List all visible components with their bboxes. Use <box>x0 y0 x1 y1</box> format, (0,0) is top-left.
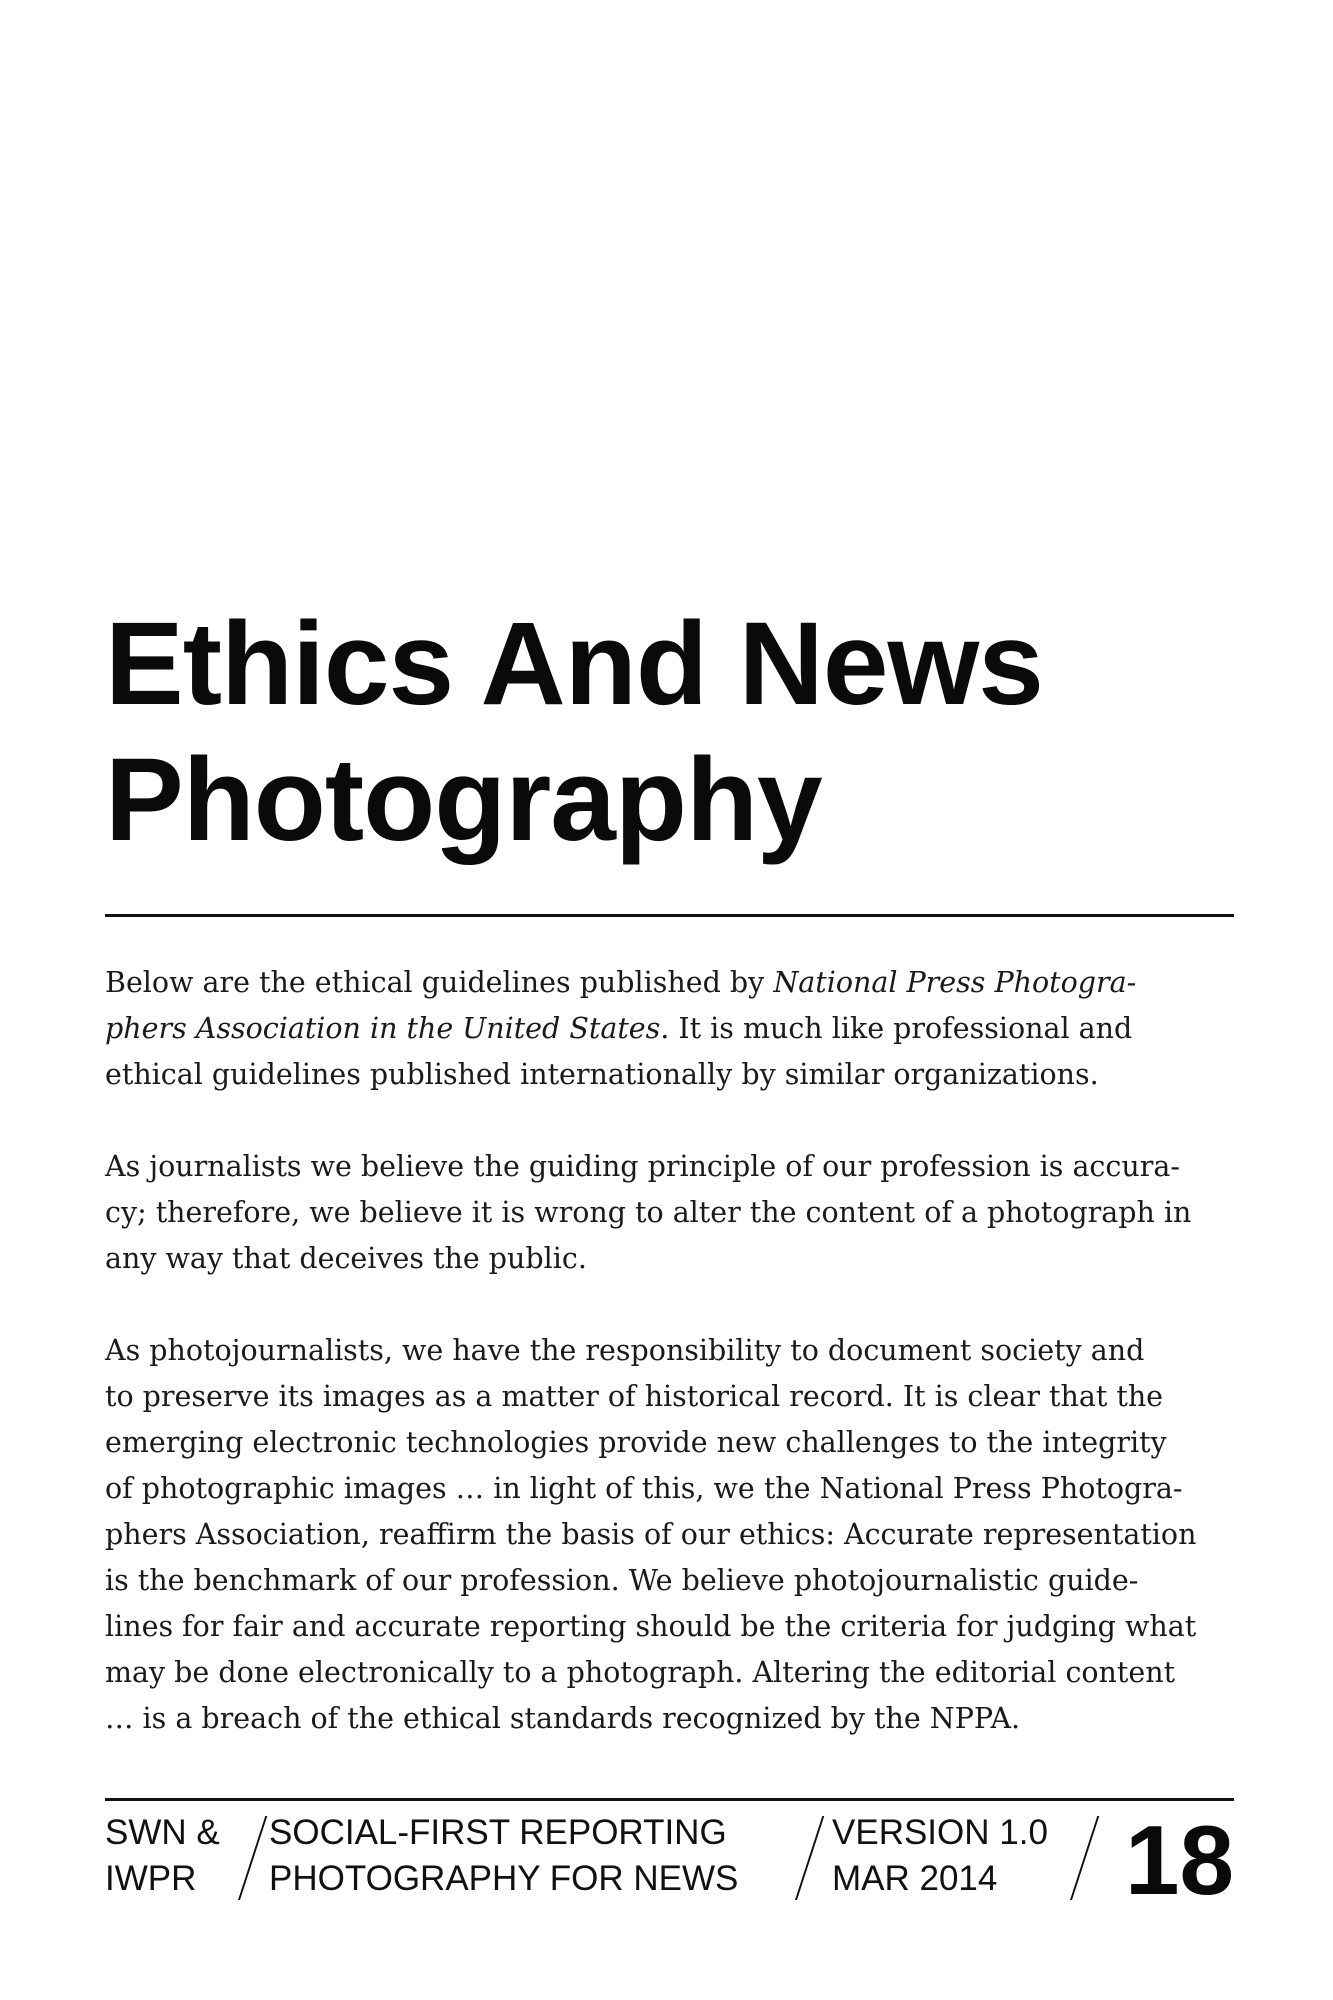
footer-separator <box>1070 1816 1099 1900</box>
paragraph-responsibility <box>105 1328 1245 1742</box>
footer-version-line-1: VERSION 1.0 <box>832 1813 1048 1852</box>
footer-version-line-2: MAR 2014 <box>832 1859 998 1898</box>
text-line: … is a breach of the ethical standards recognized by the NPPA. <box>105 1702 1021 1735</box>
title-line-2: Photography <box>105 734 822 866</box>
text-line: lines for fair and accurate reporting should be the criteria for judging what <box>105 1610 1197 1643</box>
text-run: Below are the ethical guidelines published by <box>105 966 774 999</box>
page-footer <box>105 1805 1234 1915</box>
text-line: cy; therefore, we believe it is wrong to alter the content of a photograph in <box>105 1196 1192 1229</box>
page-number: 18 <box>1124 1805 1234 1915</box>
text-line <box>105 1006 1245 1052</box>
footer-separator <box>238 1816 267 1900</box>
text-line: may be done electronically to a photograph. Altering the editorial content <box>105 1656 1176 1689</box>
footer-series-line-2: PHOTOGRAPHY FOR NEWS <box>269 1859 739 1898</box>
body-text <box>105 960 1245 1788</box>
text-line <box>105 960 1245 1006</box>
text-line: phers Association, reaffirm the basis of our ethics: Accurate representation <box>105 1518 1197 1551</box>
text-line: is the benchmark of our profession. We believe photojournalistic guide- <box>105 1564 1139 1597</box>
footer-organization <box>105 1810 220 1902</box>
footer-separator <box>795 1816 824 1900</box>
title-divider <box>105 914 1234 917</box>
text-line: emerging electronic technologies provide new challenges to the integrity <box>105 1426 1167 1459</box>
page-title <box>105 596 1255 868</box>
footer-series-line-1: SOCIAL-FIRST REPORTING <box>269 1813 727 1852</box>
paragraph-accuracy <box>105 1144 1245 1282</box>
text-line: of photographic images … in light of this, we the National Press Photogra- <box>105 1472 1183 1505</box>
footer-divider <box>105 1798 1234 1801</box>
footer-org-line-2: IWPR <box>105 1859 197 1898</box>
text-line: As photojournalists, we have the responsibility to document society and <box>105 1334 1145 1367</box>
paragraph-intro <box>105 960 1245 1098</box>
text-line: to preserve its images as a matter of historical record. It is clear that the <box>105 1380 1164 1413</box>
title-line-1: Ethics And News <box>105 598 1043 730</box>
footer-series <box>269 1810 738 1902</box>
organization-name: National Press Photogra- <box>773 966 1137 999</box>
footer-version <box>832 1810 1048 1902</box>
organization-name: phers Association in the United States <box>105 1012 661 1045</box>
text-run: . It is much like professional and <box>660 1012 1133 1045</box>
text-line: any way that deceives the public. <box>105 1242 587 1275</box>
text-line: As journalists we believe the guiding principle of our profession is accura- <box>105 1150 1180 1183</box>
footer-org-line-1: SWN & <box>105 1813 220 1852</box>
text-line: ethical guidelines published internationally by similar organizations. <box>105 1058 1099 1091</box>
